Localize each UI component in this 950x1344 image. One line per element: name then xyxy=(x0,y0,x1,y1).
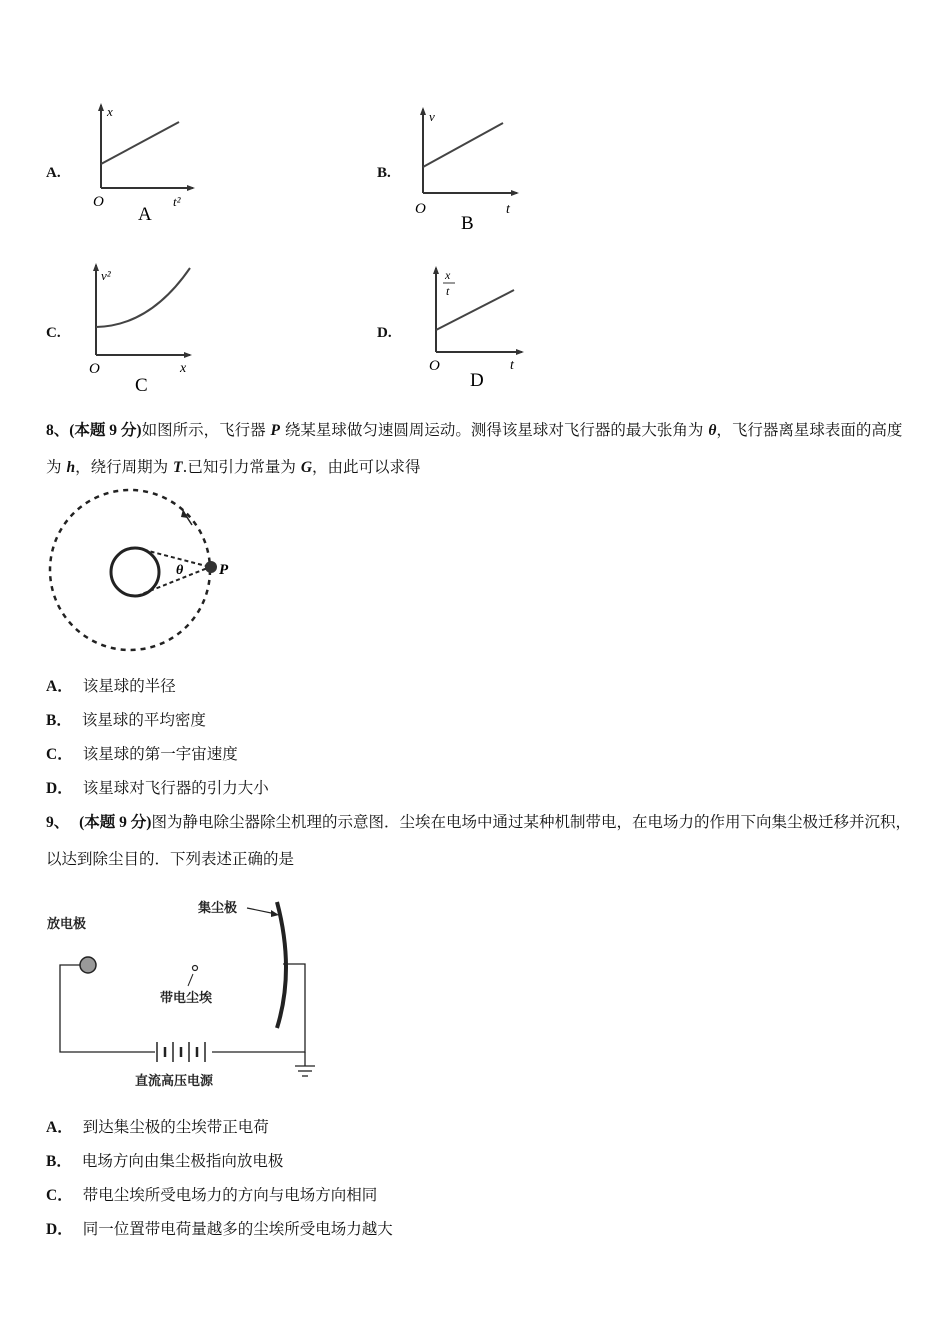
graph-d-caption: D xyxy=(470,370,484,391)
graph-a xyxy=(85,100,205,225)
graph-c-origin: O xyxy=(89,361,100,377)
graph-a-caption: A xyxy=(138,204,152,225)
collector-label: 集尘极 xyxy=(198,901,238,916)
q8-choice-a[interactable]: A． 该星球的半径 xyxy=(46,677,176,695)
point-p-label: P xyxy=(219,562,229,578)
question-9-score: (本题 9 分) xyxy=(79,814,152,831)
question-9-stem: 9、 (本题 9 分)图为静电除尘器除尘机理的示意图．尘埃在电场中通过某种机制带电，在电场力的作用下向集尘极迁移并沉积，以达到除尘目的．下列表述正确的是 xyxy=(46,813,911,868)
graph-a-y-label: x xyxy=(107,104,113,119)
graph-a-origin: O xyxy=(93,194,104,210)
q8-choice-b[interactable]: B． 该星球的平均密度 xyxy=(46,711,206,729)
graph-c xyxy=(80,260,205,395)
graph-b xyxy=(407,105,532,235)
graph-d-y-numerator: x xyxy=(445,268,451,282)
question-9-number: 9、 xyxy=(46,814,70,831)
question-8-number: 8、 xyxy=(46,422,70,439)
theta-label: θ xyxy=(176,563,184,578)
graph-d xyxy=(420,262,545,392)
graph-c-caption: C xyxy=(135,375,148,395)
graph-a-x-label: t² xyxy=(173,194,181,209)
graph-c-x-label: x xyxy=(180,361,187,376)
option-a-label: A. xyxy=(46,165,61,181)
graph-d-origin: O xyxy=(429,358,440,374)
q9-choice-d[interactable]: D． 同一位置带电荷量越多的尘埃所受电场力越大 xyxy=(46,1220,393,1238)
graph-b-caption: B xyxy=(461,213,474,234)
option-d-label: D. xyxy=(377,325,392,341)
q9-choice-b[interactable]: B． 电场方向由集尘极指向放电极 xyxy=(46,1152,284,1170)
option-b-label: B. xyxy=(377,165,391,181)
question-8-score: (本题 9 分) xyxy=(69,422,142,439)
q9-choice-a[interactable]: A． 到达集尘极的尘埃带正电荷 xyxy=(46,1118,269,1136)
q8-choice-d[interactable]: D． 该星球对飞行器的引力大小 xyxy=(46,779,269,797)
question-8-stem: 8、(本题 9 分)如图所示，飞行器 P 绕某星球做匀速圆周运动。测得该星球对飞行器的最大张角为 θ，飞行器离星球表面的高度为 h，绕行周期为 T.已知引力常量为 G，由此可以求得 xyxy=(46,421,903,476)
q9-choice-c[interactable]: C． 带电尘埃所受电场力的方向与电场方向相同 xyxy=(46,1186,378,1204)
option-c-label: C. xyxy=(46,325,61,341)
graph-b-y-label: v xyxy=(429,109,435,124)
discharge-electrode-label: 放电极 xyxy=(47,917,87,932)
power-label: 直流高压电源 xyxy=(135,1074,214,1089)
graph-b-origin: O xyxy=(415,201,426,217)
q8-choice-c[interactable]: C． 该星球的第一宇宙速度 xyxy=(46,745,238,763)
graph-c-y-label: v² xyxy=(101,268,111,283)
graph-b-x-label: t xyxy=(506,202,510,217)
graph-d-y-denominator: t xyxy=(446,284,450,298)
graph-d-x-label: t xyxy=(510,358,514,373)
dust-label: 带电尘埃 xyxy=(160,991,213,1006)
orbit-figure xyxy=(45,485,245,655)
precipitator-figure xyxy=(40,890,340,1095)
